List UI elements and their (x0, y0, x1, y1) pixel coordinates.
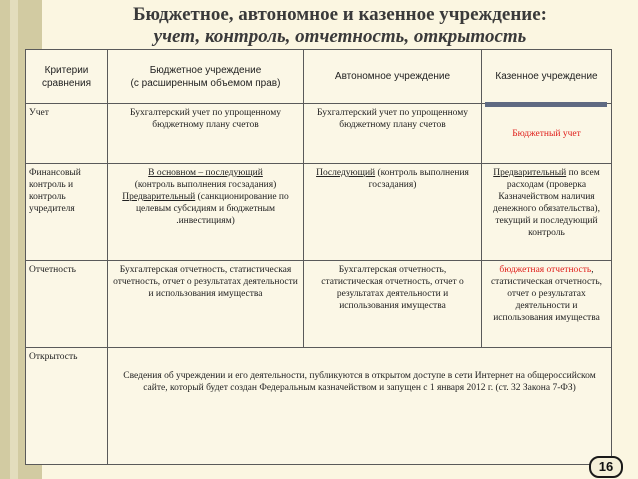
header-budget (108, 50, 304, 104)
row-label-control: Финансовый контроль и контроль учредителя (26, 164, 108, 261)
cell-reporting-autonomous: Бухгалтерская отчетность, статистическая отчетность, отчет о результатах деятельности и использования имущества (304, 261, 482, 348)
autonomous-control-primary: Последующий (316, 168, 376, 178)
title-line-1: Бюджетное, автономное и казенное учреждение: (132, 4, 547, 25)
page-number-badge: 16 (589, 456, 623, 478)
cell-control-autonomous (304, 164, 482, 261)
cell-accounting-autonomous: Бухгалтерский учет по упрощенному бюджетному плану счетов (304, 104, 482, 164)
table-row-openness (26, 348, 612, 465)
title-line-2: учет, контроль, отчетность, открытость (153, 26, 527, 47)
row-label-openness: Открытость (26, 348, 108, 465)
budget-control-note: (контроль выполнения госзадания) (134, 180, 277, 190)
state-control-primary: Предварительный (493, 168, 567, 178)
budget-control-preliminary: Предварительный (122, 192, 196, 202)
header-accent-bar (485, 102, 607, 107)
row-label-accounting: Учет (26, 104, 108, 164)
state-accounting-text: Бюджетный учет (512, 128, 581, 139)
header-state: Казенное учреждение (482, 50, 612, 104)
state-reporting-red: бюджетная отчетность (499, 265, 592, 275)
table-row-reporting (26, 261, 612, 348)
slide-title (42, 4, 638, 48)
header-budget-line1: Бюджетное учреждение (149, 64, 262, 76)
table-row-accounting (26, 104, 612, 164)
header-autonomous: Автономное учреждение (304, 50, 482, 104)
cell-control-budget (108, 164, 304, 261)
row-label-reporting: Отчетность (26, 261, 108, 348)
cell-control-state (482, 164, 612, 261)
cell-reporting-state (482, 261, 612, 348)
cell-openness-text: Сведения об учреждении и его деятельности, публикуются в открытом доступе в сети Интернет на общероссийском сайте, который будет создан Федеральным казначейством и запущен с 1 января 2012 г. (ст. 32 Закона 7-ФЗ) (108, 348, 612, 465)
cell-accounting-state (482, 104, 612, 164)
budget-control-sanction: (санкционирование по целевым субсидиям и бюджетным .инвестициям) (135, 192, 289, 226)
autonomous-control-note: (контроль выполнения госзадания) (368, 168, 469, 190)
cell-accounting-budget: Бухгалтерский учет по упрощенному бюджетному плану счетов (108, 104, 304, 164)
header-budget-line2: (с расширенным объемом прав) (130, 77, 281, 89)
table-header-row (26, 50, 612, 104)
budget-control-primary: В основном – последующий (148, 168, 263, 178)
header-criteria: Критерии сравнения (26, 50, 108, 104)
state-control-note: по всем расходам (проверка Казначейством наличия денежного обязательства), текущий и последующий контроль (493, 168, 600, 238)
left-stripe-inner (10, 0, 18, 479)
cell-reporting-budget: Бухгалтерская отчетность, статистическая отчетность, отчет о результатах деятельности и использования имущества (108, 261, 304, 348)
comparison-table (25, 49, 612, 465)
table-row-control (26, 164, 612, 261)
state-reporting-rest: , статистическая отчетность, отчет о результатах деятельности и использования имущества (490, 265, 603, 323)
